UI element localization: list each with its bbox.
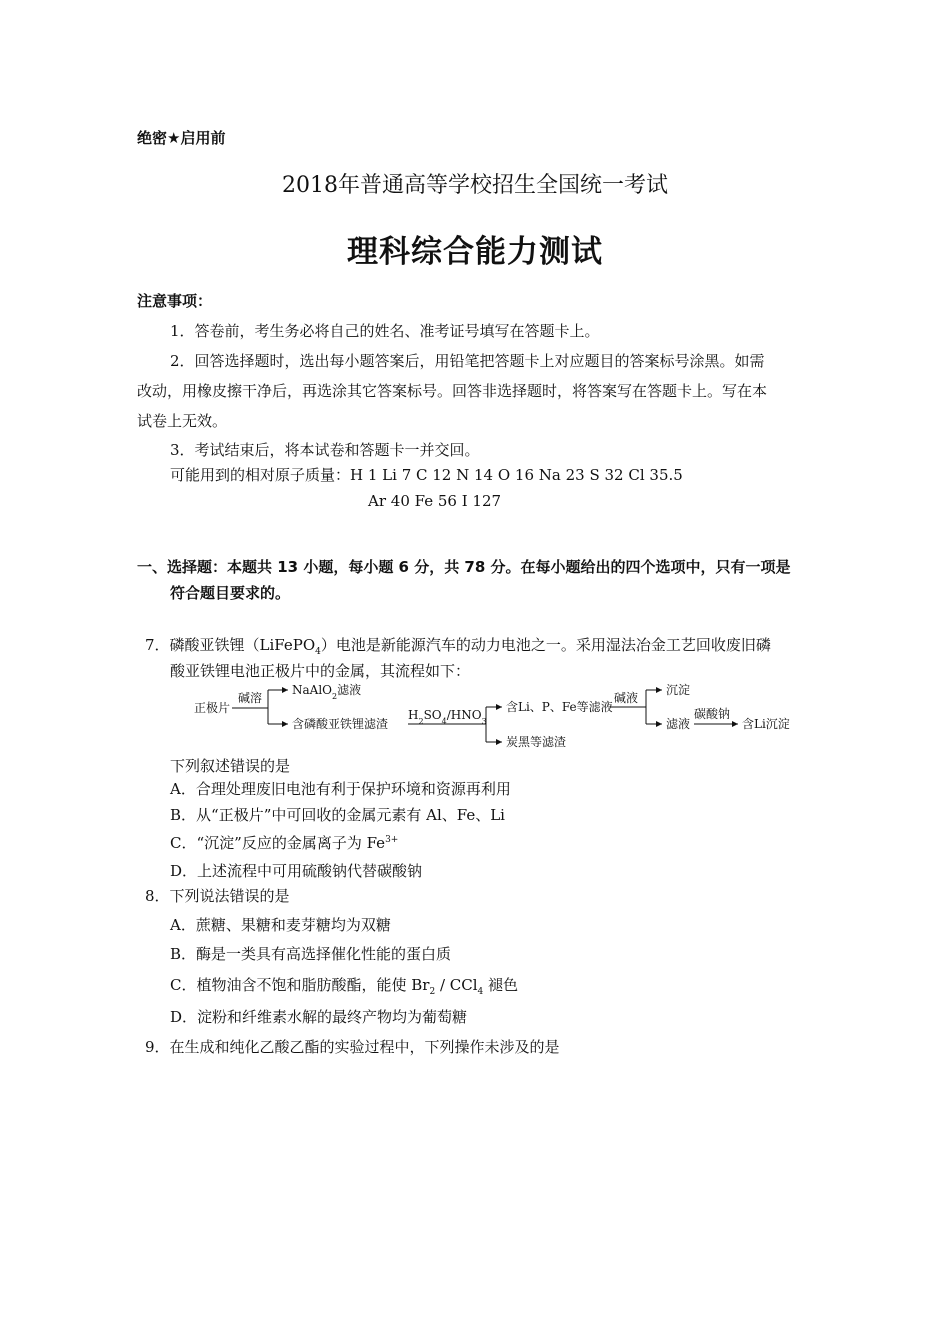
- notes-heading: 注意事项：: [137, 292, 213, 310]
- q7-option-c: C．“沉淀”反应的金属离子为 $Fe^{3+}$: [170, 834, 399, 852]
- section-heading: 一、选择题：本题共 13 小题，每小题 6 分，共 78 分。在每小题给出的四个选项中，只有一项是: [137, 558, 791, 576]
- note-2-cont: 改动，用橡皮擦干净后，再选涂其它答案标号。回答非选择题时，将答案写在答题卡上。写在本: [137, 382, 768, 400]
- q8-stem: 8．下列说法错误的是: [145, 887, 290, 905]
- note-2: 2．回答选择题时，选出每小题答案后，用铅笔把答题卡上对应题目的答案标号涂黑。如需: [170, 352, 765, 370]
- q8-option-b: B．酶是一类具有高选择催化性能的蛋白质: [170, 945, 452, 963]
- subject-title: 理科综合能力测试: [347, 234, 603, 270]
- flow-reagent-3: 碱液: [614, 691, 639, 705]
- q7-option-a: A．合理处理废旧电池有利于保护环境和资源再利用: [170, 780, 511, 798]
- section-heading-cont: 符合题目要求的。: [170, 584, 291, 602]
- q7-prompt: 下列叙述错误的是: [170, 757, 291, 775]
- q7-stem-line2: 酸亚铁锂电池正极片中的金属，其流程如下：: [170, 662, 471, 680]
- flow-out-5: 沉淀: [666, 683, 691, 697]
- flow-reagent-4: 碳酸钠: [694, 707, 731, 721]
- flow-out-3: 含Li、P、Fe等滤液: [506, 700, 613, 714]
- flow-out-1: NaAlO$_2$滤液: [292, 683, 362, 701]
- q7-option-b: B．从“正极片”中可回收的金属元素有 Al、Fe、Li: [170, 806, 505, 824]
- flow-out-4: 炭黑等滤渣: [506, 735, 567, 749]
- note-3: 3．考试结束后，将本试卷和答题卡一并交回。: [170, 441, 480, 459]
- confidential-mark: 绝密★启用前: [137, 129, 226, 147]
- note-1: 1．答卷前，考生务必将自己的姓名、准考证号填写在答题卡上。: [170, 322, 600, 340]
- q8-option-a: A．蔗糖、果糖和麦芽糖均为双糖: [170, 916, 391, 934]
- flow-start: 正极片: [194, 701, 231, 715]
- flow-out-7: 含Li沉淀: [742, 717, 790, 731]
- flow-reagent-2: $H_2SO_4/HNO_3$: [408, 708, 487, 726]
- q8-option-d: D．淀粉和纤维素水解的最终产物均为葡萄糖: [170, 1008, 468, 1026]
- q7-stem-line1: 7．磷酸亚铁锂（LiFePO$_4$）电池是新能源汽车的动力电池之一。采用湿法冶金工艺回收废旧磷: [145, 636, 771, 657]
- exam-name: 2018年普通高等学校招生全国统一考试: [282, 173, 668, 198]
- q7-flowchart: [190, 680, 810, 750]
- q8-option-c: C．植物油含不饱和脂肪酸酯，能使 $Br_2 / CCl_4$ 褪色: [170, 976, 519, 997]
- atomic-masses-line2: Ar 40 Fe 56 I 127: [368, 492, 502, 510]
- flow-reagent-1: 碱溶: [238, 691, 263, 705]
- q7-option-d: D．上述流程中可用硫酸钠代替碳酸钠: [170, 862, 423, 880]
- flow-out-6: 滤液: [666, 717, 691, 731]
- atomic-masses-line1: 可能用到的相对原子质量：H 1 Li 7 C 12 N 14 O 16 Na 23 S 32 Cl 35.5: [170, 466, 683, 484]
- flow-out-2: 含磷酸亚铁锂滤渣: [292, 717, 389, 731]
- q9-stem: 9．在生成和纯化乙酸乙酯的实验过程中，下列操作未涉及的是: [145, 1038, 560, 1056]
- note-2-end: 试卷上无效。: [137, 412, 228, 430]
